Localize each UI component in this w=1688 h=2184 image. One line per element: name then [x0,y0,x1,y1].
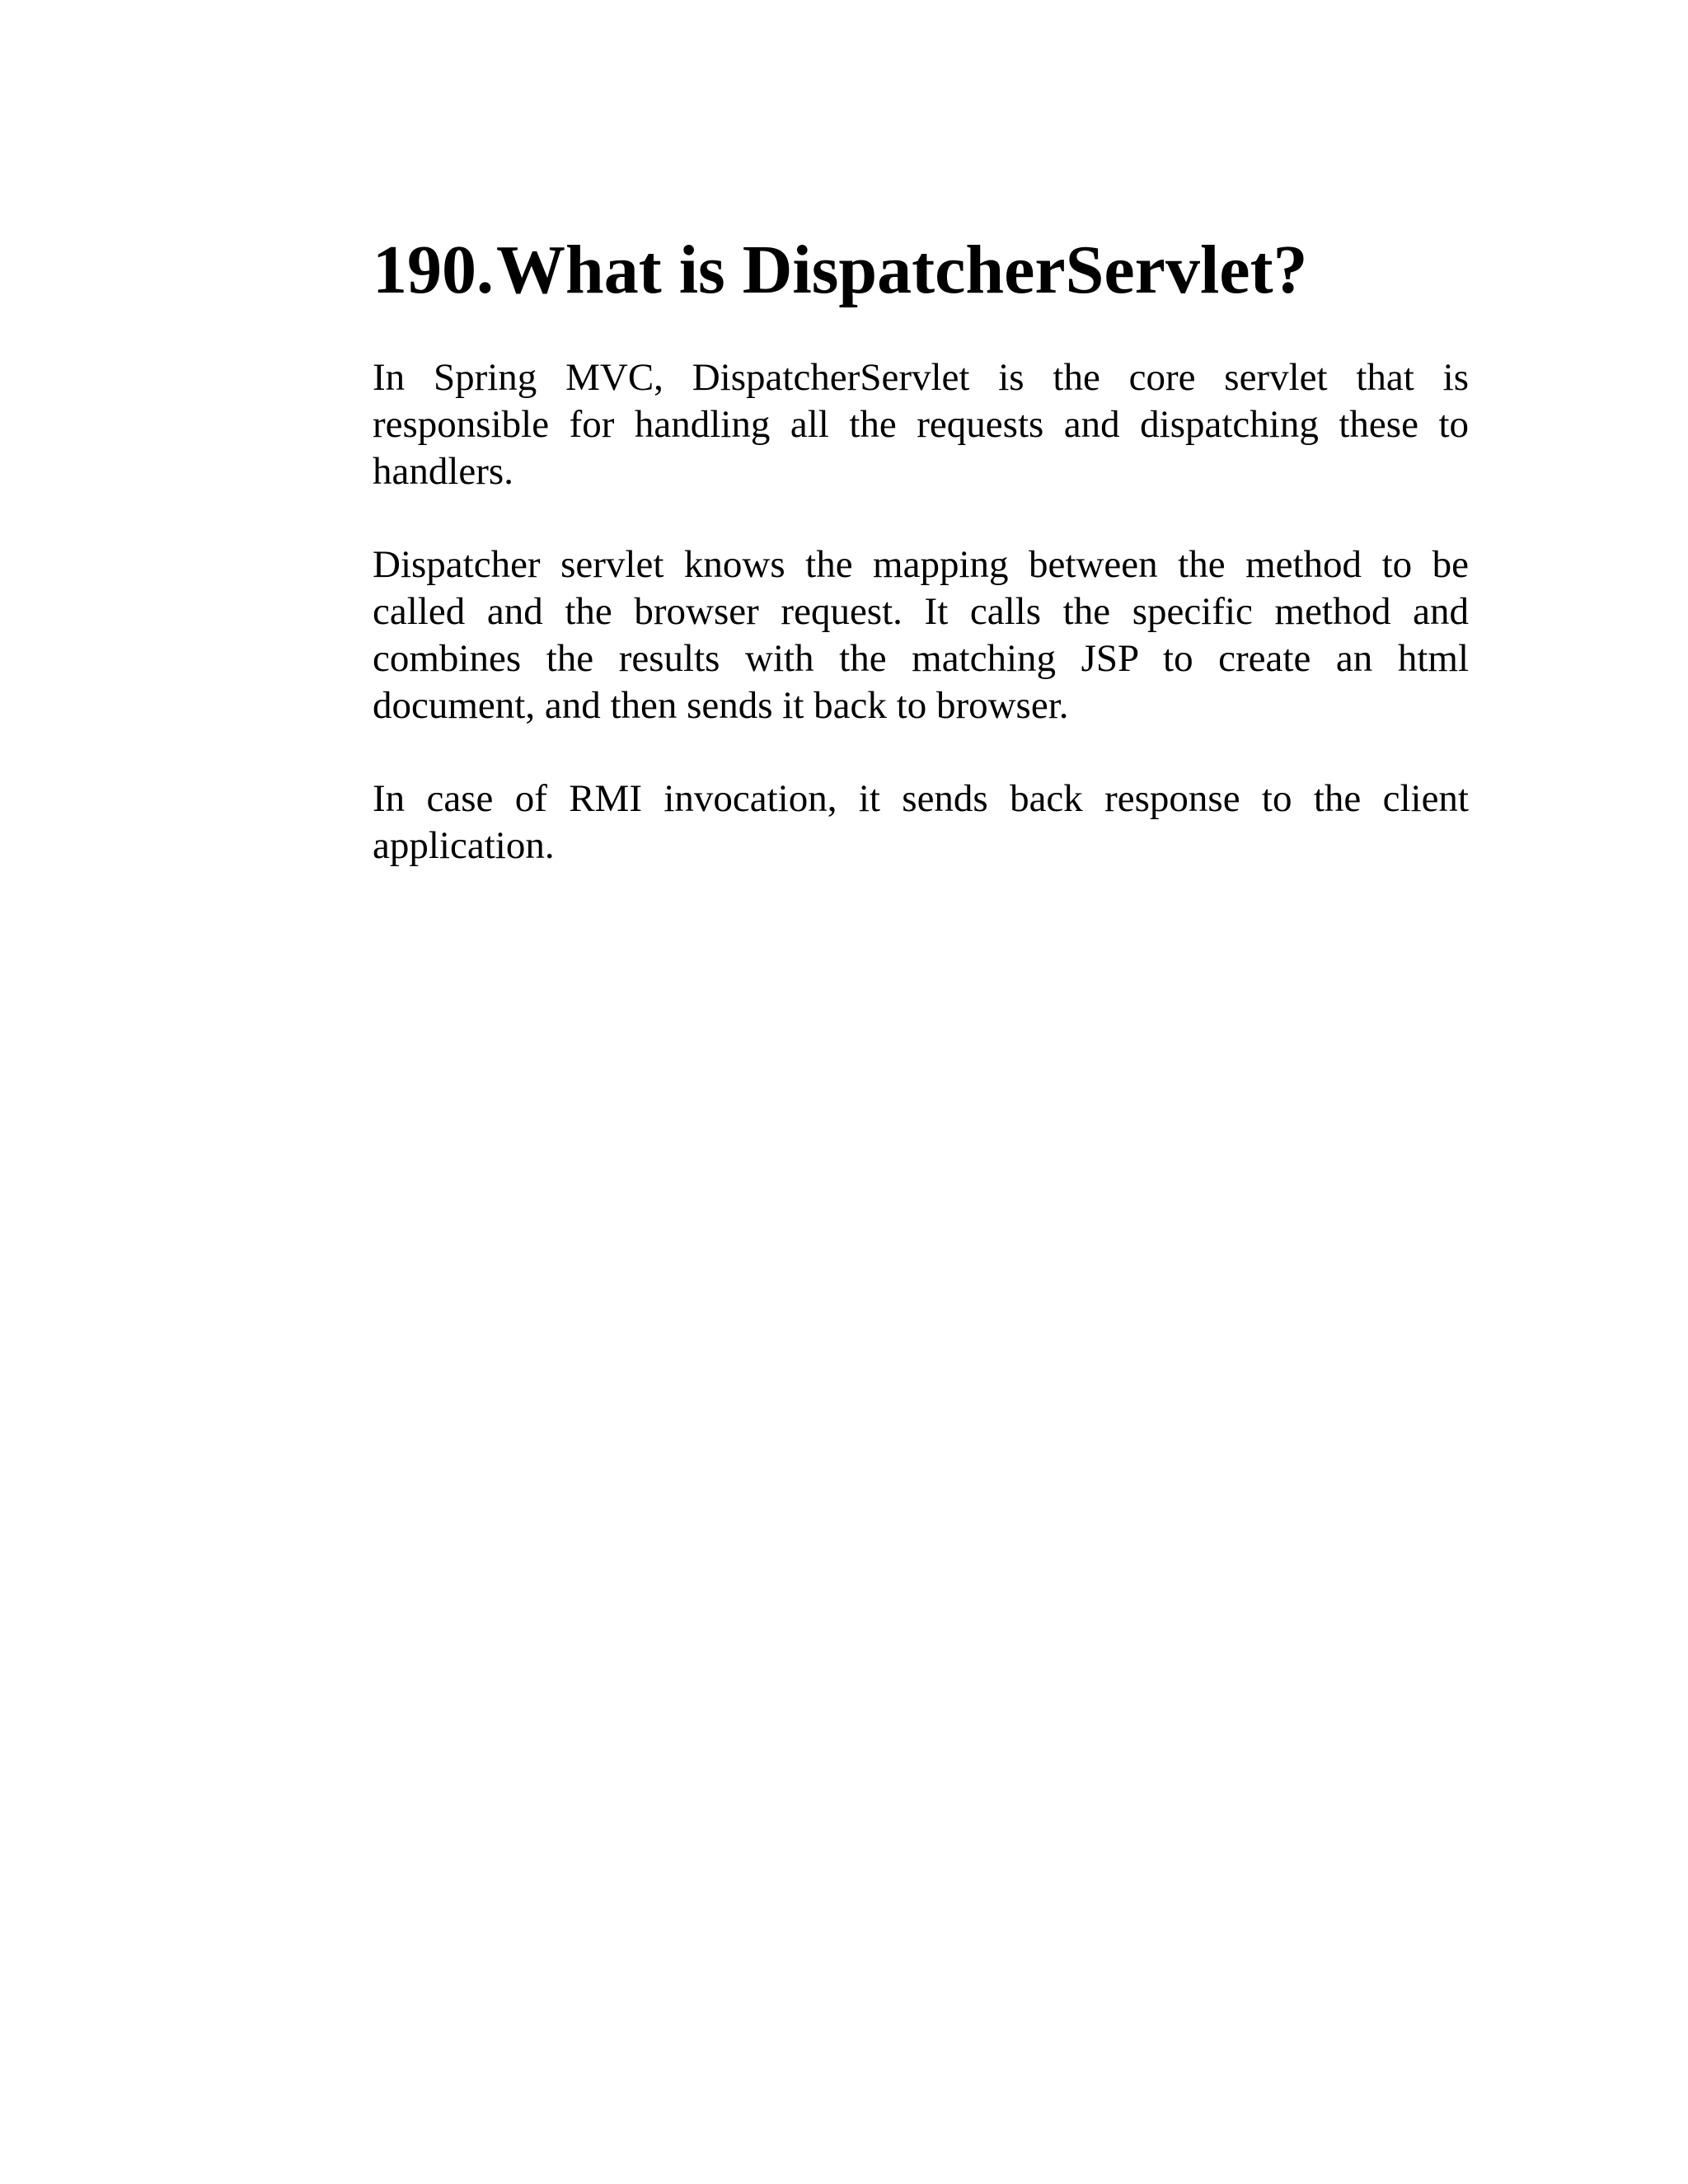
paragraph-definition: In Spring MVC, DispatcherServlet is the core servlet that is responsible for handling all the requests and dispatching these to handlers. [373,356,1469,493]
paragraph-rmi: In case of RMI invocation, it sends back response to the client application. [373,777,1469,867]
question-number: 190. [373,232,494,308]
question-title: What is DispatcherServlet? [496,232,1308,308]
question-heading [373,229,1469,312]
document-content [373,229,1469,916]
paragraph-mapping: Dispatcher servlet knows the mapping between the method to be called and the browser request. It calls the specific method and combines the results with the matching JSP to create an html document, and then sends it back to browser. [373,543,1469,727]
